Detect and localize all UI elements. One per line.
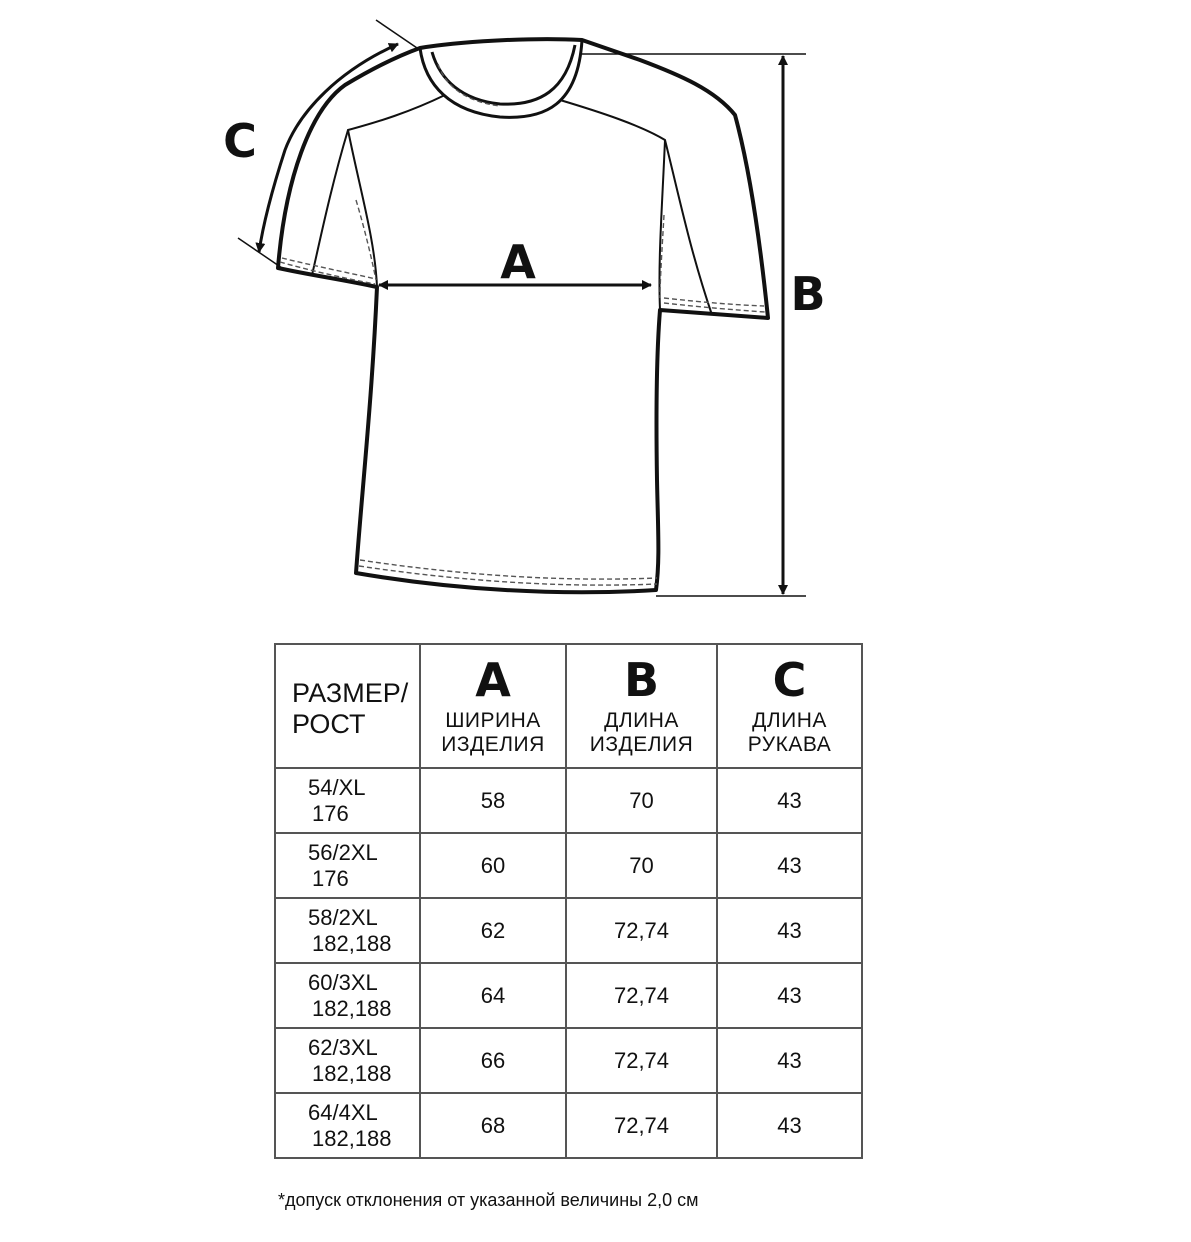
raglan-seam-left <box>312 95 445 275</box>
length-value: 72,74 <box>566 1028 717 1093</box>
dimension-c-arrow <box>259 44 398 252</box>
stitching <box>280 64 765 585</box>
dimension-c-label: C <box>223 114 257 168</box>
size-value: 64/4XL <box>308 1099 378 1125</box>
width-value: 62 <box>420 898 566 963</box>
sleeve-value: 43 <box>717 768 862 833</box>
width-value: 64 <box>420 963 566 1028</box>
table-row <box>275 963 862 1028</box>
table-row <box>275 833 862 898</box>
size-value: 56/2XL <box>308 839 378 865</box>
width-value: 60 <box>420 833 566 898</box>
size-cell <box>275 1093 420 1158</box>
table-row <box>275 768 862 833</box>
dimension-b-label: B <box>790 267 826 321</box>
length-value: 70 <box>566 768 717 833</box>
column-sub1: ШИРИНА <box>445 709 541 732</box>
height-value: 182,188 <box>312 1125 392 1151</box>
sleeve-value: 43 <box>717 898 862 963</box>
size-cell <box>275 898 420 963</box>
column-letter: C <box>772 653 807 707</box>
sleeve-value: 43 <box>717 1028 862 1093</box>
sleeve-value: 43 <box>717 963 862 1028</box>
height-value: 176 <box>312 800 349 826</box>
table-row <box>275 1093 862 1158</box>
tshirt-measurement-diagram <box>0 0 1191 620</box>
length-value: 72,74 <box>566 898 717 963</box>
collar-inner <box>432 45 575 104</box>
column-header-a <box>420 644 566 768</box>
size-header-line2: РОСТ <box>292 709 366 739</box>
size-value: 60/3XL <box>308 969 378 995</box>
size-cell <box>275 768 420 833</box>
column-sub2: РУКАВА <box>747 733 832 756</box>
size-cell <box>275 963 420 1028</box>
column-letter: A <box>475 653 511 707</box>
size-height-header <box>275 644 420 768</box>
size-table <box>274 643 863 1159</box>
size-cell <box>275 1028 420 1093</box>
length-value: 72,74 <box>566 1093 717 1158</box>
armhole-right <box>659 140 665 310</box>
column-sub1: ДЛИНА <box>752 709 827 732</box>
width-value: 66 <box>420 1028 566 1093</box>
column-letter: B <box>623 653 660 707</box>
size-value: 62/3XL <box>308 1034 378 1060</box>
length-value: 70 <box>566 833 717 898</box>
table-row <box>275 898 862 963</box>
size-value: 58/2XL <box>308 904 378 930</box>
column-sub1: ДЛИНА <box>604 709 679 732</box>
dimension-a-label: A <box>500 235 536 289</box>
raglan-seam-right <box>560 100 712 315</box>
size-value: 54/XL <box>308 774 366 800</box>
size-cell <box>275 833 420 898</box>
column-header-c <box>717 644 862 768</box>
column-header-b <box>566 644 717 768</box>
height-value: 182,188 <box>312 995 392 1021</box>
column-sub2: ИЗДЕЛИЯ <box>441 733 545 756</box>
sleeve-value: 43 <box>717 1093 862 1158</box>
tshirt-outline <box>278 39 768 592</box>
table-row <box>275 1028 862 1093</box>
width-value: 58 <box>420 768 566 833</box>
width-value: 68 <box>420 1093 566 1158</box>
sleeve-value: 43 <box>717 833 862 898</box>
height-value: 182,188 <box>312 1060 392 1086</box>
size-header-line1: РАЗМЕР/ <box>292 678 409 708</box>
length-value: 72,74 <box>566 963 717 1028</box>
height-value: 182,188 <box>312 930 392 956</box>
tolerance-footnote: *допуск отклонения от указанной величины 2,0 см <box>278 1190 699 1210</box>
table-header-row <box>275 644 862 768</box>
height-value: 176 <box>312 865 349 891</box>
column-sub2: ИЗДЕЛИЯ <box>589 733 694 756</box>
